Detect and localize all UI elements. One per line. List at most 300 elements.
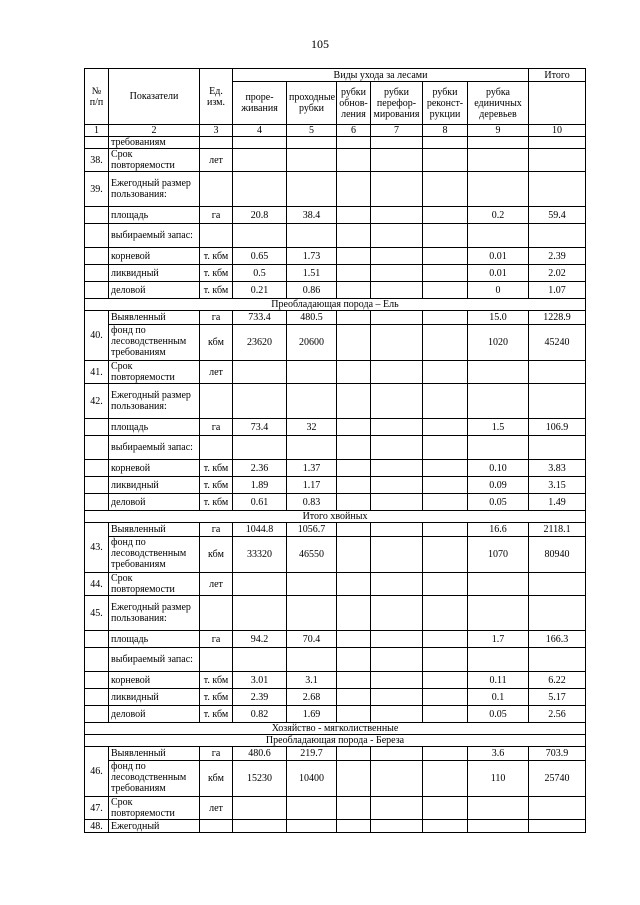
value-cell: 80940	[529, 537, 586, 573]
unit-cell: т. кбм	[200, 689, 233, 706]
value-cell: 0.86	[287, 282, 337, 299]
indicator-label: Выявленный	[109, 311, 200, 325]
empty-cell	[371, 573, 423, 596]
value-cell: 73.4	[233, 419, 287, 436]
empty-cell	[529, 596, 586, 631]
table-row	[85, 207, 586, 224]
header-total: Итого	[529, 69, 586, 82]
empty-cell	[423, 384, 468, 419]
unit-cell: лет	[200, 361, 233, 384]
value-cell	[337, 689, 371, 706]
value-cell: 59.4	[529, 207, 586, 224]
empty-cell	[337, 596, 371, 631]
unit-cell: га	[200, 631, 233, 648]
empty-cell	[200, 820, 233, 833]
value-cell	[371, 747, 423, 761]
section-heading: Итого хвойных	[85, 511, 586, 523]
row-number: 40.	[85, 311, 109, 361]
value-cell	[337, 311, 371, 325]
value-cell	[423, 689, 468, 706]
value-cell	[337, 672, 371, 689]
unit-cell: га	[200, 311, 233, 325]
empty-cell	[233, 797, 287, 820]
value-cell: 1228.9	[529, 311, 586, 325]
empty-cell	[529, 797, 586, 820]
row-number	[85, 494, 109, 511]
empty-cell	[371, 149, 423, 172]
empty-cell	[371, 137, 423, 149]
row-number: 45.	[85, 596, 109, 631]
value-cell	[371, 248, 423, 265]
indicator-label: фонд по лесоводственным требованиям	[109, 761, 200, 797]
value-cell: 0.83	[287, 494, 337, 511]
header-single-tree-cutting: рубка единичных деревьев	[468, 82, 529, 125]
table-row	[85, 265, 586, 282]
row-number: 44.	[85, 573, 109, 596]
indicator-label: ликвидный	[109, 265, 200, 282]
value-cell: 94.2	[233, 631, 287, 648]
value-cell: 0.10	[468, 460, 529, 477]
table-body	[85, 69, 586, 833]
value-cell: 3.01	[233, 672, 287, 689]
table-row	[85, 384, 586, 419]
table-row	[85, 511, 586, 523]
column-number: 5	[287, 125, 337, 137]
value-cell	[423, 672, 468, 689]
value-cell	[371, 460, 423, 477]
row-number	[85, 282, 109, 299]
empty-cell	[423, 149, 468, 172]
value-cell: 3.15	[529, 477, 586, 494]
value-cell: 1070	[468, 537, 529, 573]
empty-cell	[529, 384, 586, 419]
unit-cell: т. кбм	[200, 265, 233, 282]
value-cell: 2.39	[233, 689, 287, 706]
empty-cell	[337, 224, 371, 248]
empty-cell	[371, 648, 423, 672]
empty-cell	[233, 596, 287, 631]
value-cell: 3.1	[287, 672, 337, 689]
empty-cell	[287, 137, 337, 149]
value-cell	[371, 761, 423, 797]
unit-cell: лет	[200, 797, 233, 820]
row-number	[85, 207, 109, 224]
empty-cell	[287, 384, 337, 419]
value-cell	[371, 672, 423, 689]
empty-cell	[423, 137, 468, 149]
header-no: № п/п	[85, 69, 109, 125]
row-number	[85, 137, 109, 149]
value-cell: 33320	[233, 537, 287, 573]
value-cell	[371, 207, 423, 224]
value-cell: 16.6	[468, 523, 529, 537]
empty-cell	[468, 361, 529, 384]
table-row	[85, 596, 586, 631]
empty-cell	[371, 797, 423, 820]
unit-cell: га	[200, 419, 233, 436]
value-cell	[337, 523, 371, 537]
value-cell	[371, 631, 423, 648]
empty-cell	[200, 384, 233, 419]
page-number: 105	[311, 37, 329, 51]
empty-cell	[200, 224, 233, 248]
value-cell: 703.9	[529, 747, 586, 761]
value-cell	[337, 282, 371, 299]
empty-cell	[468, 596, 529, 631]
empty-cell	[423, 820, 468, 833]
indicator-label: корневой	[109, 672, 200, 689]
unit-cell: кбм	[200, 761, 233, 797]
value-cell: 0.01	[468, 248, 529, 265]
value-cell: 1.5	[468, 419, 529, 436]
row-number: 41.	[85, 361, 109, 384]
value-cell	[337, 477, 371, 494]
empty-cell	[371, 820, 423, 833]
section-heading: Преобладающая порода – Ель	[85, 299, 586, 311]
value-cell: 38.4	[287, 207, 337, 224]
value-cell	[423, 761, 468, 797]
value-cell: 0.05	[468, 706, 529, 723]
empty-cell	[371, 172, 423, 207]
table-row	[85, 325, 586, 361]
value-cell: 0.11	[468, 672, 529, 689]
value-cell: 166.3	[529, 631, 586, 648]
value-cell	[337, 537, 371, 573]
table-row	[85, 648, 586, 672]
empty-cell	[233, 361, 287, 384]
row-number	[85, 265, 109, 282]
value-cell	[337, 207, 371, 224]
table-row	[85, 747, 586, 761]
value-cell	[371, 311, 423, 325]
forest-care-table	[84, 68, 586, 833]
row-number	[85, 248, 109, 265]
table-row	[85, 723, 586, 735]
empty-cell	[233, 224, 287, 248]
table-row	[85, 172, 586, 207]
value-cell: 110	[468, 761, 529, 797]
header-total-empty	[529, 82, 586, 125]
header-passage-cuttings: проходные рубки	[287, 82, 337, 125]
value-cell	[423, 248, 468, 265]
table-row	[85, 460, 586, 477]
value-cell: 0.01	[468, 265, 529, 282]
table-row	[85, 523, 586, 537]
empty-cell	[200, 436, 233, 460]
value-cell: 0.5	[233, 265, 287, 282]
empty-cell	[337, 573, 371, 596]
value-cell: 20600	[287, 325, 337, 361]
value-cell	[423, 494, 468, 511]
value-cell	[423, 537, 468, 573]
row-number: 43.	[85, 523, 109, 573]
indicator-label: Выявленный	[109, 747, 200, 761]
empty-cell	[371, 361, 423, 384]
value-cell: 2118.1	[529, 523, 586, 537]
empty-cell	[200, 596, 233, 631]
table-row	[85, 311, 586, 325]
row-number	[85, 689, 109, 706]
table-row	[85, 706, 586, 723]
empty-cell	[423, 596, 468, 631]
table-row	[85, 735, 586, 747]
empty-cell	[287, 149, 337, 172]
empty-cell	[337, 436, 371, 460]
unit-cell: т. кбм	[200, 477, 233, 494]
table-row	[85, 573, 586, 596]
value-cell	[423, 325, 468, 361]
value-cell	[423, 311, 468, 325]
row-number	[85, 224, 109, 248]
table-row	[85, 436, 586, 460]
value-cell	[337, 747, 371, 761]
row-number: 46.	[85, 747, 109, 797]
header-indicator: Показатели	[109, 69, 200, 125]
unit-cell: т. кбм	[200, 706, 233, 723]
row-number: 42.	[85, 384, 109, 419]
value-cell: 2.56	[529, 706, 586, 723]
header-thinning: проре-живания	[233, 82, 287, 125]
value-cell: 0.2	[468, 207, 529, 224]
column-number: 8	[423, 125, 468, 137]
value-cell	[371, 537, 423, 573]
empty-cell	[200, 172, 233, 207]
empty-cell	[529, 172, 586, 207]
value-cell: 25740	[529, 761, 586, 797]
value-cell: 0	[468, 282, 529, 299]
unit-cell: га	[200, 207, 233, 224]
empty-cell	[468, 224, 529, 248]
empty-cell	[529, 820, 586, 833]
empty-cell	[423, 361, 468, 384]
table-row	[85, 494, 586, 511]
empty-cell	[529, 573, 586, 596]
empty-cell	[529, 648, 586, 672]
value-cell: 20.8	[233, 207, 287, 224]
value-cell: 0.09	[468, 477, 529, 494]
empty-cell	[337, 820, 371, 833]
row-number	[85, 477, 109, 494]
column-number: 1	[85, 125, 109, 137]
value-cell: 1.73	[287, 248, 337, 265]
value-cell	[371, 494, 423, 511]
unit-cell: т. кбм	[200, 494, 233, 511]
column-number: 10	[529, 125, 586, 137]
value-cell: 6.22	[529, 672, 586, 689]
table-row	[85, 761, 586, 797]
value-cell: 0.82	[233, 706, 287, 723]
value-cell	[337, 761, 371, 797]
indicator-label: Выявленный	[109, 523, 200, 537]
header-reformation-cuttings: рубки перефор-мирования	[371, 82, 423, 125]
value-cell: 3.83	[529, 460, 586, 477]
value-cell: 15.0	[468, 311, 529, 325]
empty-cell	[233, 149, 287, 172]
column-number: 3	[200, 125, 233, 137]
empty-cell	[529, 149, 586, 172]
indicator-label: Ежегодный размер пользования:	[109, 172, 200, 207]
empty-cell	[337, 797, 371, 820]
empty-cell	[468, 149, 529, 172]
row-number	[85, 631, 109, 648]
value-cell	[371, 706, 423, 723]
indicator-label: фонд по лесоводственным требованиям	[109, 537, 200, 573]
empty-cell	[371, 436, 423, 460]
indicator-label: Срок повторяемости	[109, 573, 200, 596]
unit-cell: лет	[200, 149, 233, 172]
empty-cell	[468, 436, 529, 460]
header-reconstruction-cuttings: рубки реконст-рукции	[423, 82, 468, 125]
value-cell: 1.17	[287, 477, 337, 494]
empty-cell	[468, 384, 529, 419]
table-row	[85, 361, 586, 384]
empty-cell	[200, 648, 233, 672]
empty-cell	[337, 172, 371, 207]
value-cell: 1.51	[287, 265, 337, 282]
unit-cell: кбм	[200, 325, 233, 361]
value-cell: 23620	[233, 325, 287, 361]
value-cell	[423, 706, 468, 723]
header-renewal-cuttings: рубки обнов-ления	[337, 82, 371, 125]
empty-cell	[468, 648, 529, 672]
value-cell	[371, 325, 423, 361]
row-number: 48.	[85, 820, 109, 833]
row-number	[85, 648, 109, 672]
indicator-label: ликвидный	[109, 689, 200, 706]
empty-cell	[423, 648, 468, 672]
empty-cell	[337, 361, 371, 384]
unit-cell: т. кбм	[200, 282, 233, 299]
value-cell: 1056.7	[287, 523, 337, 537]
value-cell: 2.02	[529, 265, 586, 282]
empty-cell	[287, 797, 337, 820]
value-cell	[423, 523, 468, 537]
section-heading: Преобладающая порода - Береза	[85, 735, 586, 747]
value-cell	[337, 460, 371, 477]
table-row	[85, 477, 586, 494]
empty-cell	[233, 436, 287, 460]
value-cell: 480.5	[287, 311, 337, 325]
value-cell: 1.07	[529, 282, 586, 299]
empty-cell	[423, 436, 468, 460]
value-cell	[423, 460, 468, 477]
empty-cell	[529, 224, 586, 248]
empty-cell	[337, 149, 371, 172]
value-cell: 2.68	[287, 689, 337, 706]
value-cell: 1.49	[529, 494, 586, 511]
empty-cell	[337, 648, 371, 672]
value-cell: 1.7	[468, 631, 529, 648]
value-cell: 2.39	[529, 248, 586, 265]
value-cell	[423, 265, 468, 282]
empty-cell	[371, 224, 423, 248]
indicator-label: Срок повторяемости	[109, 361, 200, 384]
table-row	[85, 672, 586, 689]
row-number: 38.	[85, 149, 109, 172]
value-cell: 0.61	[233, 494, 287, 511]
empty-cell	[233, 172, 287, 207]
indicator-label: выбираемый запас:	[109, 648, 200, 672]
value-cell	[337, 325, 371, 361]
indicator-label: выбираемый запас:	[109, 436, 200, 460]
value-cell: 1.69	[287, 706, 337, 723]
row-number	[85, 460, 109, 477]
value-cell: 1044.8	[233, 523, 287, 537]
value-cell: 2.36	[233, 460, 287, 477]
unit-cell: лет	[200, 573, 233, 596]
table-row	[85, 149, 586, 172]
indicator-label: площадь	[109, 419, 200, 436]
empty-cell	[233, 384, 287, 419]
indicator-label: площадь	[109, 207, 200, 224]
unit-cell: т. кбм	[200, 672, 233, 689]
empty-cell	[287, 596, 337, 631]
value-cell	[337, 248, 371, 265]
value-cell: 10400	[287, 761, 337, 797]
unit-cell: га	[200, 523, 233, 537]
header-row-1	[85, 69, 586, 82]
empty-cell	[423, 224, 468, 248]
empty-cell	[287, 172, 337, 207]
value-cell: 1.89	[233, 477, 287, 494]
empty-cell	[423, 573, 468, 596]
row-number	[85, 706, 109, 723]
value-cell: 5.17	[529, 689, 586, 706]
table-row	[85, 419, 586, 436]
table-row	[85, 299, 586, 311]
unit-cell: га	[200, 747, 233, 761]
indicator-label: Срок повторяемости	[109, 149, 200, 172]
empty-cell	[529, 137, 586, 149]
empty-cell	[468, 797, 529, 820]
row-number: 47.	[85, 797, 109, 820]
indicator-label: выбираемый запас:	[109, 224, 200, 248]
value-cell: 1.37	[287, 460, 337, 477]
indicator-label: требованиям	[109, 137, 200, 149]
value-cell: 106.9	[529, 419, 586, 436]
header-unit: Ед. изм.	[200, 69, 233, 125]
table-row	[85, 537, 586, 573]
value-cell: 32	[287, 419, 337, 436]
value-cell	[337, 631, 371, 648]
indicator-label: Срок повторяемости	[109, 797, 200, 820]
value-cell: 0.1	[468, 689, 529, 706]
indicator-label: ликвидный	[109, 477, 200, 494]
empty-cell	[529, 436, 586, 460]
empty-cell	[287, 224, 337, 248]
empty-cell	[287, 361, 337, 384]
unit-cell: кбм	[200, 537, 233, 573]
empty-cell	[287, 436, 337, 460]
value-cell	[423, 282, 468, 299]
value-cell	[423, 477, 468, 494]
empty-cell	[468, 137, 529, 149]
empty-cell	[468, 573, 529, 596]
empty-cell	[233, 573, 287, 596]
empty-cell	[287, 573, 337, 596]
value-cell: 0.21	[233, 282, 287, 299]
table-row	[85, 820, 586, 833]
column-number: 9	[468, 125, 529, 137]
empty-cell	[371, 596, 423, 631]
empty-cell	[233, 820, 287, 833]
value-cell	[371, 282, 423, 299]
value-cell: 46550	[287, 537, 337, 573]
table-row	[85, 248, 586, 265]
value-cell	[423, 747, 468, 761]
column-number: 6	[337, 125, 371, 137]
empty-cell	[529, 361, 586, 384]
